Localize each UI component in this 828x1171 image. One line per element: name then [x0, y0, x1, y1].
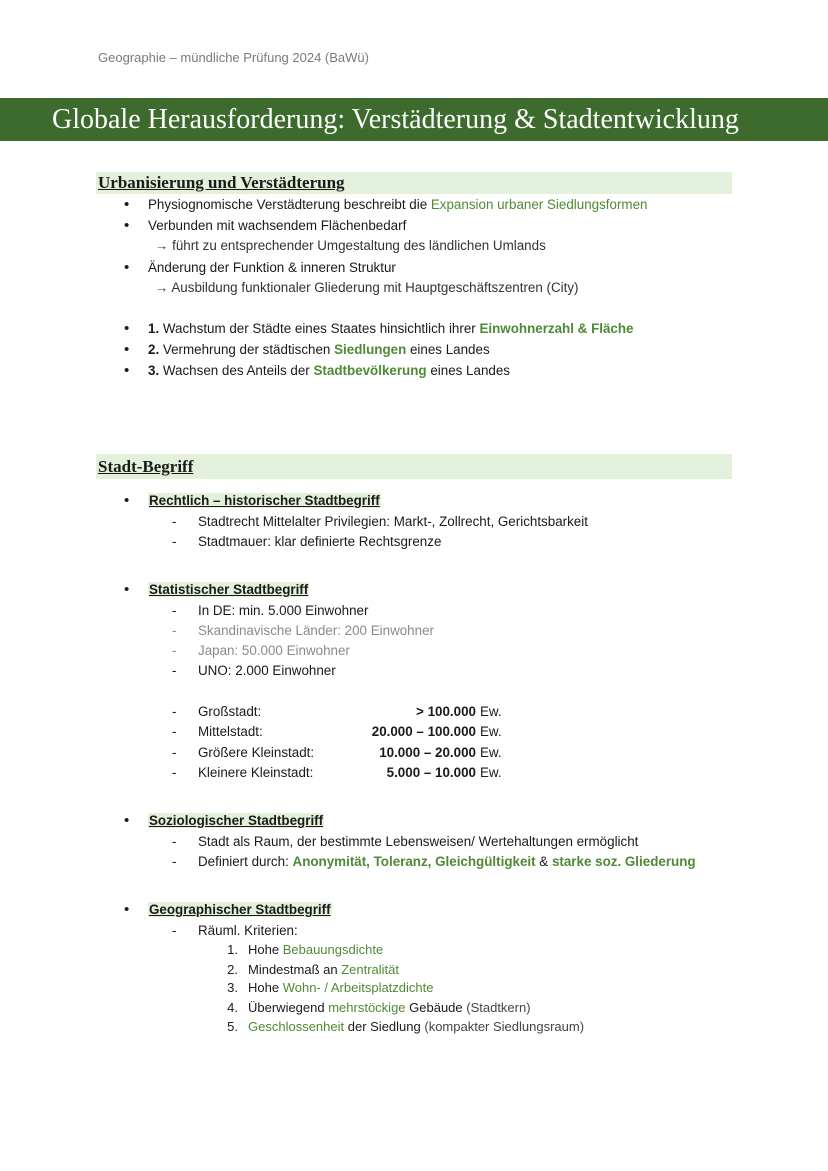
list-item: • Verbunden mit wachsendem Flächenbedarf	[148, 217, 406, 234]
header-note: Geographie – mündliche Prüfung 2024 (BaWü)	[98, 50, 369, 65]
subheading-statistisch: • Statistischer Stadtbegriff	[148, 581, 309, 598]
criteria-item: 5. Geschlossenheit der Siedlung (kompakter Siedlungsraum)	[227, 1019, 585, 1034]
list-subitem: - In DE: min. 5.000 Einwohner	[198, 602, 368, 619]
size-value: 10.000 – 20.000	[379, 745, 476, 760]
list-item: • Physiognomische Verstädterung beschreibt die Expansion urbaner Siedlungsformen	[148, 196, 647, 213]
list-subitem: - Stadt als Raum, der bestimmte Lebensweisen/ Wertehaltungen ermöglicht	[198, 833, 638, 850]
subheading-geographisch: • Geographischer Stadtbegriff	[148, 901, 332, 918]
criteria-item: 3. Hohe Wohn- / Arbeitsplatzdichte	[227, 980, 434, 995]
list-item: • 2. Vermehrung der städtischen Siedlungen eines Landes	[148, 341, 490, 358]
criteria-item: 1. Hohe Bebauungsdichte	[227, 942, 384, 957]
list-item: • 3. Wachsen des Anteils der Stadtbevölkerung eines Landes	[148, 362, 510, 379]
section-heading-stadt-begriff: Stadt-Begriff	[96, 454, 732, 479]
title-bar	[0, 98, 828, 141]
size-row: - Größere Kleinstadt:	[198, 744, 314, 761]
list-subitem: - Stadtmauer: klar definierte Rechtsgrenze	[198, 533, 441, 550]
size-row: - Großstadt:	[198, 703, 261, 720]
size-value: 5.000 – 10.000	[386, 765, 476, 780]
size-unit: Ew.	[480, 704, 502, 719]
criteria-item: 2. Mindestmaß an Zentralität	[227, 962, 400, 977]
size-row: - Kleinere Kleinstadt:	[198, 764, 313, 781]
size-row: - Mittelstadt:	[198, 723, 263, 740]
section-heading-urbanisierung: Urbanisierung und Verstädterung	[96, 172, 732, 194]
list-subitem: - Definiert durch: Anonymität, Toleranz, Gleichgültigkeit & starke soz. Gliederung	[198, 853, 696, 870]
size-unit: Ew.	[480, 765, 502, 780]
list-item: • Änderung der Funktion & inneren Struktur	[148, 259, 396, 276]
list-subitem: - Skandinavische Länder: 200 Einwohner	[198, 622, 434, 639]
list-item: • 1. Wachstum der Städte eines Staates hinsichtlich ihrer Einwohnerzahl & Fläche	[148, 320, 634, 337]
list-subitem: → führt zu entsprechender Umgestaltung des ländlichen Umlands	[155, 238, 546, 253]
list-subitem: - Japan: 50.000 Einwohner	[198, 642, 350, 659]
size-unit: Ew.	[480, 745, 502, 760]
list-subitem: → Ausbildung funktionaler Gliederung mit Hauptgeschäftszentren (City)	[155, 280, 579, 295]
page-title: Globale Herausforderung: Verstädterung & Stadtentwicklung	[52, 104, 739, 135]
size-value: 20.000 – 100.000	[371, 724, 476, 739]
size-unit: Ew.	[480, 724, 502, 739]
list-subitem: - Räuml. Kriterien:	[198, 922, 298, 939]
subheading-soziologisch: • Soziologischer Stadtbegriff	[148, 812, 324, 829]
criteria-item: 4. Überwiegend mehrstöckige Gebäude (Stadtkern)	[227, 1000, 531, 1015]
subheading-rechtlich: • Rechtlich – historischer Stadtbegriff	[148, 492, 381, 509]
list-subitem: - UNO: 2.000 Einwohner	[198, 662, 336, 679]
size-value: > 100.000	[416, 704, 476, 719]
list-subitem: - Stadtrecht Mittelalter Privilegien: Markt-, Zollrecht, Gerichtsbarkeit	[198, 513, 588, 530]
